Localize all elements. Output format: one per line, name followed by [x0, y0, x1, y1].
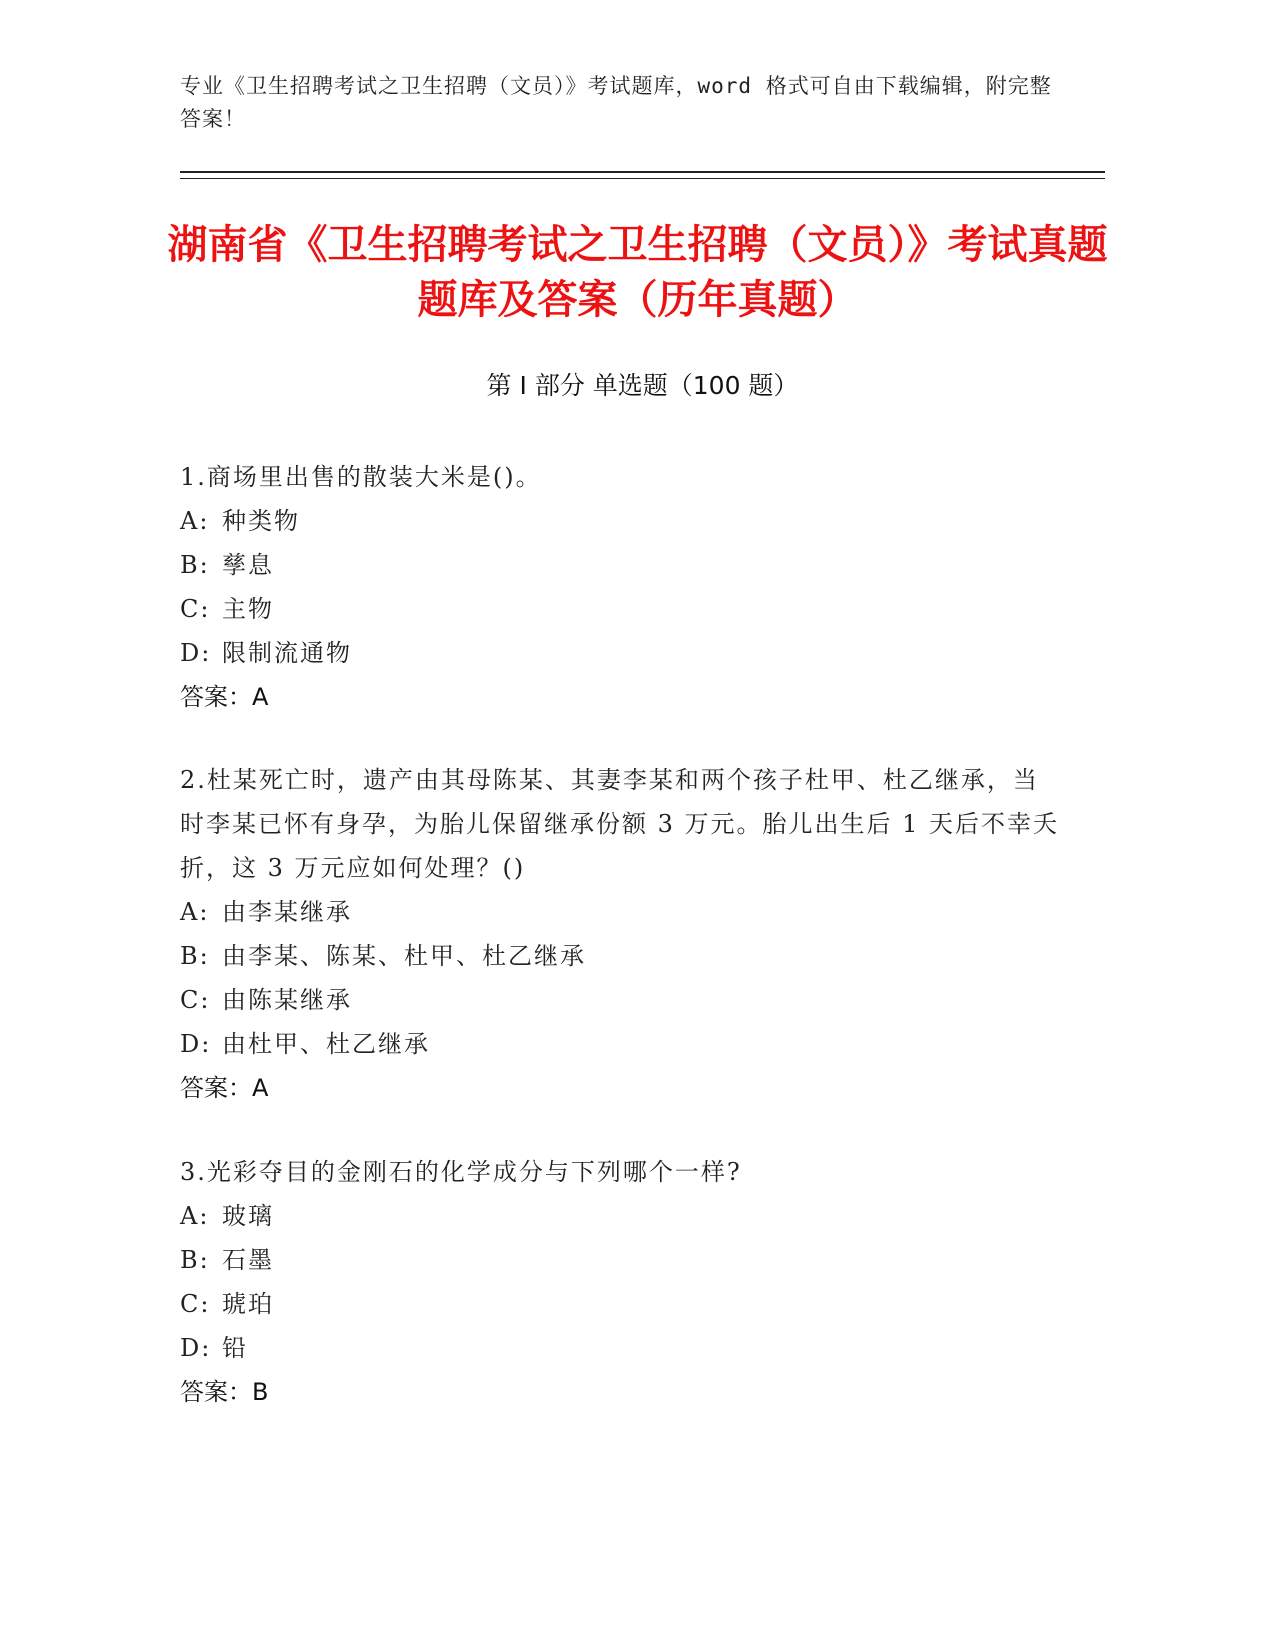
option-key: A: — [180, 507, 210, 535]
option-text: 琥珀 — [222, 1290, 274, 1318]
question-1 — [180, 455, 1060, 719]
option-text: 孳息 — [222, 551, 274, 579]
option-text: 由李某继承 — [222, 898, 352, 926]
option-text: 由杜甲、杜乙继承 — [222, 1030, 430, 1058]
answer: 答案：A — [180, 1074, 269, 1102]
option-a — [180, 499, 1060, 543]
question-3 — [180, 1150, 1060, 1414]
option-key: D: — [180, 1334, 212, 1362]
option-text: 限制流通物 — [222, 639, 352, 667]
option-b — [180, 934, 1060, 978]
option-key: A: — [180, 1202, 210, 1230]
option-text: 由陈某继承 — [222, 986, 352, 1014]
option-text: 种类物 — [222, 507, 300, 535]
question-stem: 3.光彩夺目的金刚石的化学成分与下列哪个一样? — [180, 1158, 742, 1186]
option-key: C: — [180, 986, 211, 1014]
question-stem: 2.杜某死亡时，遗产由其母陈某、其妻李某和两个孩子杜甲、杜乙继承，当时李某已怀有身孕，为胎儿保留继承份额 3 万元。胎儿出生后 1 天后不幸夭折，这 3 万元应如何处理？() — [180, 766, 1060, 882]
option-b — [180, 1238, 1060, 1282]
header-note: 专业《卫生招聘考试之卫生招聘（文员）》考试题库，word 格式可自由下载编辑，附完整答案！ — [180, 74, 1052, 131]
option-text: 由李某、陈某、杜甲、杜乙继承 — [222, 942, 586, 970]
answer: 答案：B — [180, 1378, 269, 1406]
option-a — [180, 890, 1060, 934]
option-d — [180, 631, 1060, 675]
option-text: 石墨 — [222, 1246, 274, 1274]
option-key: B: — [180, 942, 210, 970]
option-key: B: — [180, 551, 210, 579]
section-title: 第 I 部分 单选题（100 题） — [486, 371, 799, 400]
option-d — [180, 1022, 1060, 1066]
answer: 答案：A — [180, 683, 269, 711]
question-2 — [180, 758, 1060, 1110]
option-c — [180, 1282, 1060, 1326]
option-a — [180, 1194, 1060, 1238]
question-stem: 1.商场里出售的散装大米是()。 — [180, 463, 542, 491]
option-b — [180, 543, 1060, 587]
option-text: 玻璃 — [222, 1202, 274, 1230]
header-divider-thick — [180, 171, 1105, 173]
option-key: B: — [180, 1246, 210, 1274]
option-key: A: — [180, 898, 210, 926]
option-key: D: — [180, 639, 212, 667]
option-key: C: — [180, 595, 211, 623]
option-key: C: — [180, 1290, 211, 1318]
option-text: 主物 — [222, 595, 274, 623]
header-divider-thin — [180, 178, 1105, 179]
option-c — [180, 978, 1060, 1022]
document-title: 湖南省《卫生招聘考试之卫生招聘（文员）》考试真题题库及答案（历年真题） — [167, 222, 1108, 323]
option-key: D: — [180, 1030, 212, 1058]
option-text: 铅 — [222, 1334, 248, 1362]
option-c — [180, 587, 1060, 631]
option-d — [180, 1326, 1060, 1370]
